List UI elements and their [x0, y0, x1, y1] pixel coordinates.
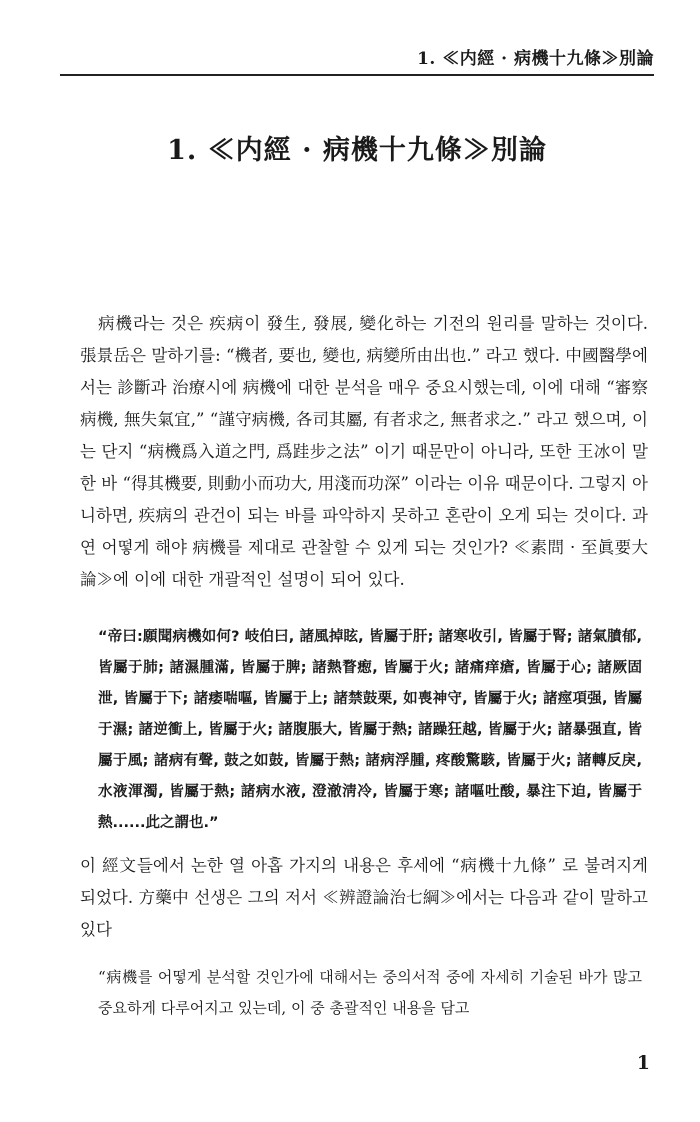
page-number: 1 [636, 1052, 650, 1074]
quotation-block-1: “帝曰:願聞病機如何? 岐伯曰, 諸風掉眩, 皆屬于肝; 諸寒收引, 皆屬于腎; 諸氣膹郁, 皆屬于肺; 諸濕腫滿, 皆屬于脾; 諸熱瞀瘛, 皆屬于火; 諸痛痒瘡, 皆屬于心; 諸厥固泄, 皆屬于下; 諸痿喘嘔, 皆屬于上; 諸禁鼓栗, 如喪神守, 皆屬于火; 諸痙項强, 皆屬于濕; 諸逆衝上, 皆屬于火; 諸腹脹大, 皆屬于熱; 諸躁狂越, 皆屬于火; 諸暴强直, 皆屬于風; 諸病有聲, 鼓之如鼓, 皆屬于熱; 諸病浮腫, 疼酸驚駭, 皆屬于火; 諸轉反戾, 水液渾濁, 皆屬于熱; 諸病水液, 澄澈淸冷, 皆屬于寒; 諸嘔吐酸, 暴注下迫, 皆屬于熱......此之謂也.” [98, 629, 642, 831]
quotation-block-2: “病機를 어떻게 분석할 것인가에 대해서는 중의서적 중에 자세히 기술된 바가 많고 중요하게 다루어지고 있는데, 이 중 총괄적인 내용을 담고 [98, 968, 642, 1017]
header-rule [60, 74, 654, 76]
chapter-title: 1. ≪内經 · 病機十九條≫別論 [167, 135, 547, 167]
body-paragraph-1: 病機라는 것은 疾病이 發生, 發展, 變化하는 기전의 원리를 말하는 것이다. 張景岳은 말하기를: “機者, 要也, 變也, 病變所由出也.” 라고 했다. 中國醫學에서는 診斷과 治療시에 病機에 대한 분석을 매우 중요시했는데, 이에 대해 “審察病機, 無失氣宜,” “謹守病機, 各司其屬, 有者求之, 無者求之.” 라고 했으며, 이는 단지 “病機爲入道之門, 爲跬步之法” 이기 때문만이 아니라, 또한 王冰이 말한 바 “得其機要, 則動小而功大, 用淺而功深” 이라는 이유 때문이다. 그렇지 아니하면, 疾病의 관건이 되는 바를 파악하지 못하고 혼란이 오게 되는 것이다. 과연 어떻게 해야 病機를 제대로 관찰할 수 있게 되는 것인가? ≪素問 · 至眞要大論≫에 이에 대한 개괄적인 설명이 되어 있다. [80, 314, 648, 589]
body-paragraph-2: 이 經文들에서 논한 열 아홉 가지의 내용은 후세에 “病機十九條” 로 불려지게 되었다. 方藥中 선생은 그의 저서 ≪辨證論治七綱≫에서는 다음과 같이 말하고 있다 [80, 856, 648, 939]
running-header: 1. ≪内經 · 病機十九條≫別論 [417, 49, 654, 69]
